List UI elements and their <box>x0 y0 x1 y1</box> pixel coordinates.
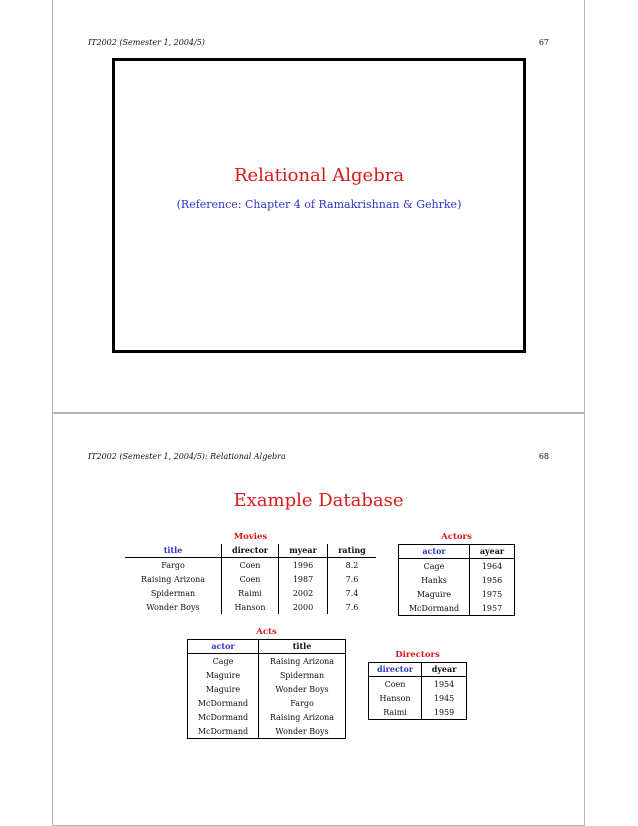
page-number: 67 <box>538 38 549 47</box>
movies-table <box>125 544 376 614</box>
table-cell: 7.6 <box>328 572 377 586</box>
table-row <box>188 654 346 669</box>
table-cell: 2000 <box>279 600 328 614</box>
table-cell: 1945 <box>422 691 467 705</box>
table-row <box>369 705 467 720</box>
table-row <box>125 558 376 573</box>
table-cell: 7.6 <box>328 600 377 614</box>
table-caption: Movies <box>233 532 268 542</box>
actors-table <box>398 544 515 616</box>
table-cell: McDormand <box>408 603 460 613</box>
table-cell: Coen <box>222 572 279 586</box>
table-row <box>188 710 346 724</box>
column-header: director <box>222 544 279 558</box>
title-frame <box>112 58 526 353</box>
table-cell: Raimi <box>222 586 279 600</box>
column-header: director <box>369 663 422 677</box>
table-cell: Wonder Boys <box>146 602 200 612</box>
table-cell: 1957 <box>470 601 515 616</box>
column-header: title <box>125 544 222 558</box>
table-row <box>399 601 515 616</box>
table-cell: McDormand <box>197 726 249 736</box>
movies-table-block <box>125 532 376 614</box>
course-header: IT2002 (Semester 1, 2004/5) <box>88 38 205 47</box>
table-cell: Coen <box>222 558 279 573</box>
table-row <box>125 586 376 600</box>
table-row <box>125 600 376 614</box>
table-cell: 1956 <box>470 573 515 587</box>
table-caption: Acts <box>256 627 277 637</box>
column-header: rating <box>328 544 377 558</box>
table-cell: Raimi <box>383 707 407 717</box>
table-cell: Coen <box>384 679 406 689</box>
table-cell: 1954 <box>422 677 467 692</box>
slide-title: Example Database <box>233 490 404 511</box>
table-cell: McDormand <box>197 698 249 708</box>
table-cell: Maguire <box>205 684 241 694</box>
table-cell: Maguire <box>205 670 241 680</box>
table-cell: Wonder Boys <box>259 682 346 696</box>
table-row <box>399 587 515 601</box>
table-row <box>188 668 346 682</box>
table-caption: Actors <box>441 532 472 542</box>
column-header: actor <box>188 640 259 654</box>
table-cell: Spiderman <box>259 668 346 682</box>
table-cell: McDormand <box>197 712 249 722</box>
table-caption: Directors <box>395 650 440 660</box>
column-header: actor <box>399 545 470 559</box>
column-header: dyear <box>422 663 467 677</box>
table-cell: 1996 <box>279 558 328 573</box>
table-cell: Cage <box>212 656 234 666</box>
table-cell: Raising Arizona <box>140 574 206 584</box>
table-cell: Spiderman <box>150 588 196 598</box>
table-cell: 1987 <box>279 572 328 586</box>
table-cell: Fargo <box>161 560 185 570</box>
course-header: IT2002 (Semester 1, 2004/5): Relational Algebra <box>88 452 286 461</box>
table-cell: Hanks <box>421 575 447 585</box>
table-cell: 1975 <box>470 587 515 601</box>
table-cell: Hanson <box>222 600 279 614</box>
table-row <box>188 724 346 739</box>
table-cell: Hanson <box>379 693 411 703</box>
column-header: ayear <box>470 545 515 559</box>
directors-table-block <box>368 650 467 720</box>
slide-header <box>88 452 549 461</box>
table-cell: 1959 <box>422 705 467 720</box>
table-cell: 7.4 <box>328 586 377 600</box>
table-cell: Raising Arizona <box>259 654 346 669</box>
slide-title: Relational Algebra <box>233 165 405 186</box>
slide-68 <box>52 413 585 826</box>
column-header: title <box>259 640 346 654</box>
table-row <box>369 677 467 692</box>
directors-table <box>368 662 467 720</box>
acts-table-block <box>187 627 346 739</box>
table-row <box>125 572 376 586</box>
page-number: 68 <box>538 452 549 461</box>
table-cell: Raising Arizona <box>259 710 346 724</box>
column-header: myear <box>279 544 328 558</box>
actors-table-block <box>398 532 515 616</box>
reference-text: (Reference: Chapter 4 of Ramakrishnan & Gehrke) <box>176 198 462 211</box>
table-row <box>188 696 346 710</box>
table-cell: 8.2 <box>328 558 377 573</box>
table-row <box>399 559 515 574</box>
acts-table <box>187 639 346 739</box>
table-row <box>399 573 515 587</box>
slide-header <box>88 38 549 47</box>
table-cell: Wonder Boys <box>259 724 346 739</box>
table-cell: Maguire <box>416 589 452 599</box>
table-cell: 1964 <box>470 559 515 574</box>
table-cell: 2002 <box>279 586 328 600</box>
table-cell: Fargo <box>259 696 346 710</box>
table-row <box>369 691 467 705</box>
slide-67 <box>52 0 585 413</box>
table-cell: Cage <box>423 561 445 571</box>
table-row <box>188 682 346 696</box>
